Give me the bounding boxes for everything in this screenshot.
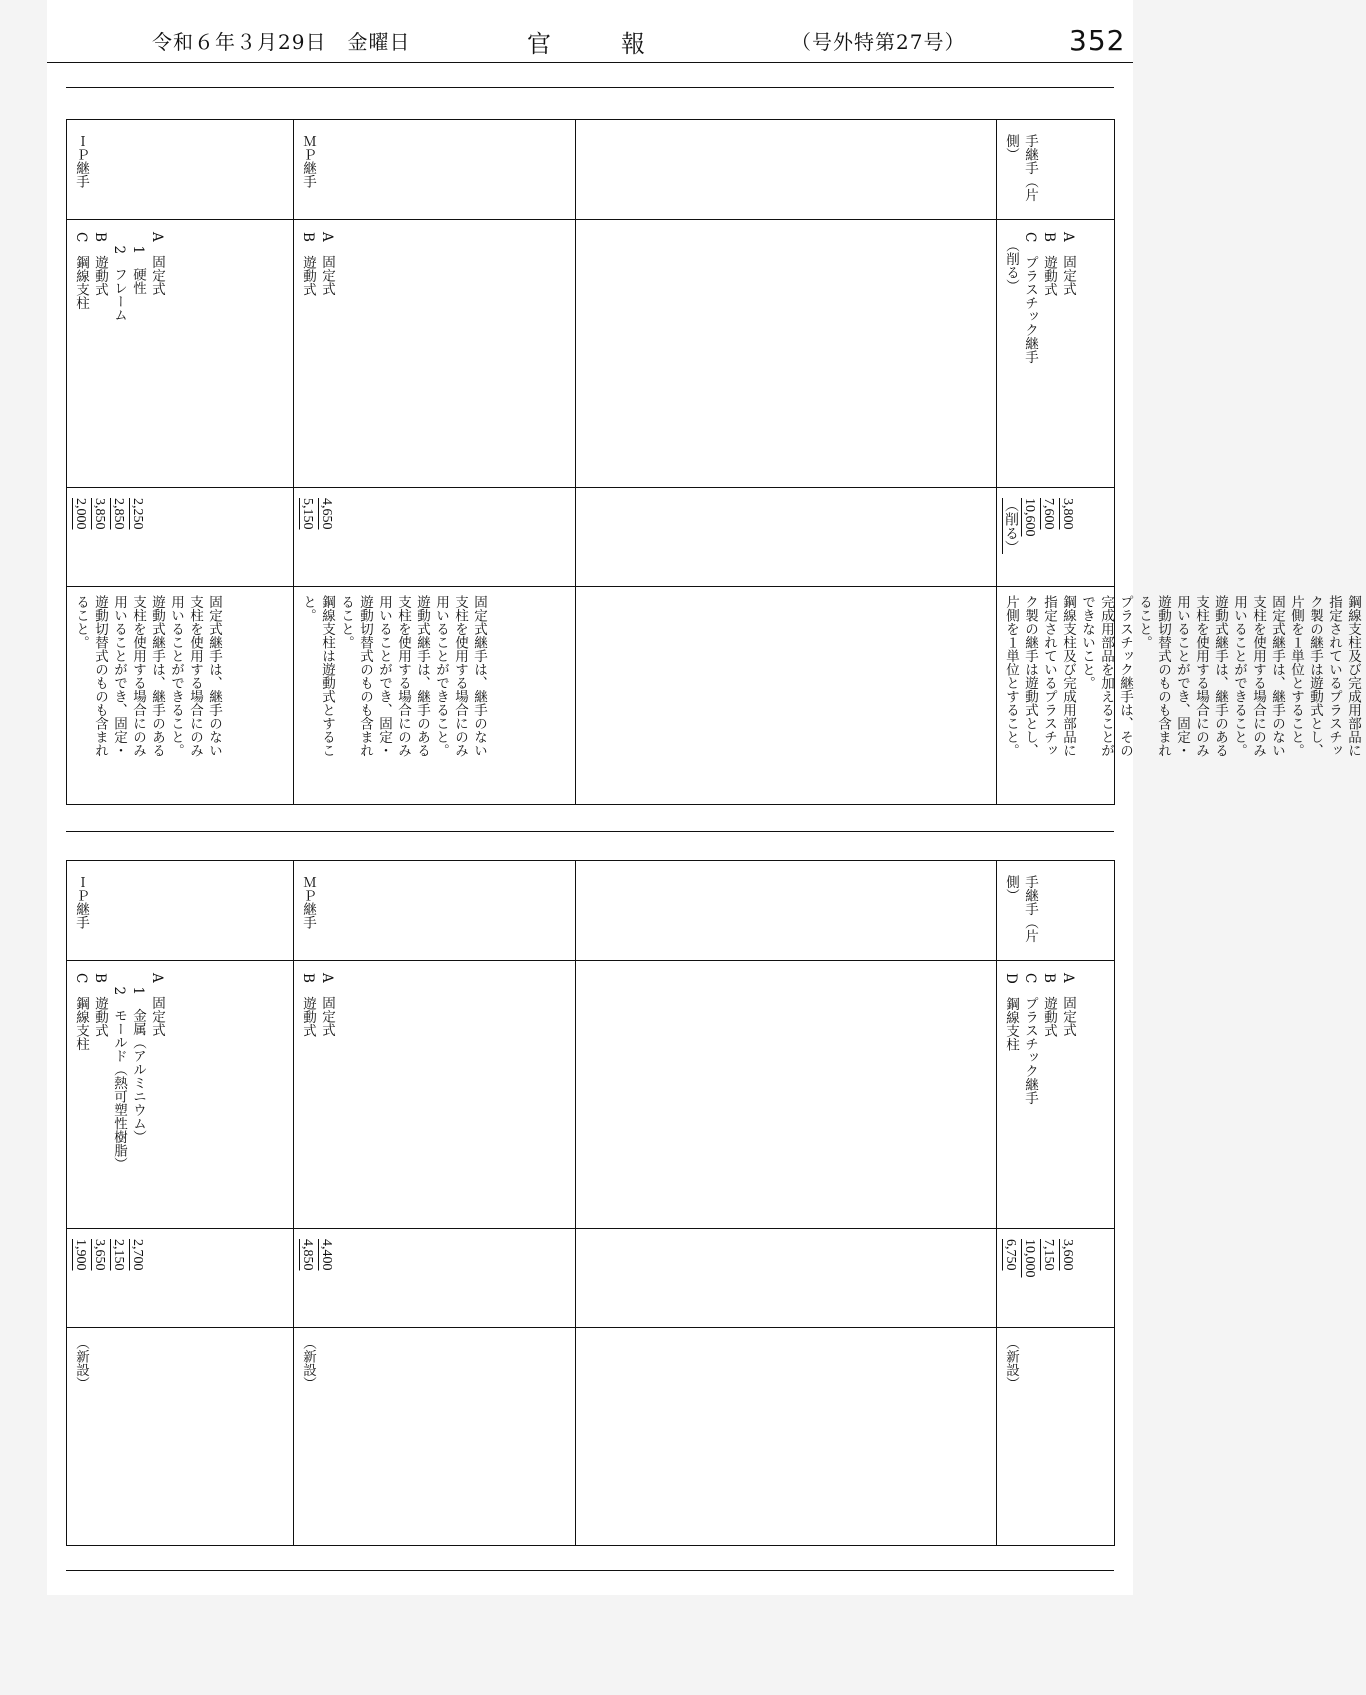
header-issue: （号外特第27号） [791, 30, 966, 54]
upper-row-name: ＩＰ継手 [73, 134, 89, 188]
lower-name-cell-hand [997, 861, 1115, 961]
upper-row-notes: 鋼線支柱及び完成用部品に 指定されているプラスチッ ク製の継手は遊動式とし、 片側を１単位とすること。 固定式継手は、継手のない 支柱を使用する場合にのみ 用いることができること。 遊動式継手は、継手のある 支柱を使用する場合にのみ 用いることができ、固定・ 遊動切替式のものも含まれ ること。 プラスチック継手は、その 完成用部品を加えることが できないこと。 鋼線支柱及び完成用部品に 指定されているプラスチッ ク製の継手は遊動式とし、 片側を１単位とすること。 [1003, 595, 1361, 757]
upper-row-prices: 2,250 2,850 3,850 2,000 [73, 498, 145, 530]
upper-type-cell-empty [576, 220, 997, 488]
upper-row-name: 手継手（片 側） [1003, 134, 1038, 202]
upper-table [66, 119, 1361, 805]
middle-rule [66, 831, 1114, 832]
lower-price-cell-empty [576, 1229, 997, 1328]
lower-row-prices: 3,600 7,150 10,000 6,750 [1003, 1239, 1075, 1278]
lower-type-cell-mp [294, 961, 576, 1229]
gazette-header [47, 0, 1133, 62]
lower-note-cell-mp [294, 1328, 576, 1546]
upper-name-cell-empty [576, 120, 997, 220]
lower-name-cell-empty [576, 861, 997, 961]
lower-row-types: A 固定式 B 遊動式 C プラスチック継手 D 鋼線支柱 [1003, 973, 1076, 1105]
upper-note-cell-hand-cont [576, 587, 997, 805]
lower-row-name: ＭＰ継手 [300, 875, 316, 929]
header-date: 令和６年３月29日 金曜日 [152, 30, 411, 54]
upper-price-cell-empty [576, 488, 997, 587]
upper-type-cell-mp [294, 220, 576, 488]
header-page-number: 352 [1069, 24, 1126, 57]
lower-type-cell-empty [576, 961, 997, 1229]
lower-note-cell-hand [997, 1328, 1115, 1546]
lower-row-prices: 2,700 2,150 3,650 1,900 [73, 1239, 145, 1271]
upper-name-cell-ip [67, 120, 294, 220]
upper-row-prices: 4,650 5,150 [300, 498, 334, 530]
lower-note-cell-empty [576, 1328, 997, 1546]
upper-price-cell-hand [997, 488, 1115, 587]
lower-type-cell-hand [997, 961, 1115, 1229]
upper-row-types: A 固定式 B 遊動式 C プラスチック継手 （削る） [1003, 232, 1076, 364]
upper-price-cell-mp [294, 488, 576, 587]
upper-type-cell-ip [67, 220, 294, 488]
lower-row-notes: （新設） [1003, 1336, 1019, 1390]
lower-row-notes: （新設） [73, 1336, 89, 1390]
lower-row-prices: 4,400 4,850 [300, 1239, 334, 1271]
lower-price-cell-ip [67, 1229, 294, 1328]
lower-type-cell-ip [67, 961, 294, 1229]
lower-note-cell-ip [67, 1328, 294, 1546]
upper-note-cell-ip [67, 587, 294, 805]
upper-name-cell-mp [294, 120, 576, 220]
upper-row-name: ＭＰ継手 [300, 134, 316, 188]
upper-note-cell-hand [997, 587, 1361, 805]
header-rule [47, 62, 1133, 63]
upper-top-rule [66, 87, 1114, 88]
upper-row-notes: 固定式継手は、継手のない 支柱を使用する場合にのみ 用いることができること。 遊動式継手は、継手のある 支柱を使用する場合にのみ 用いることができ、固定・ 遊動切替式のものも含まれ ること。 [73, 595, 222, 757]
upper-note-cell-mp [294, 587, 576, 805]
upper-row-types: A 固定式 1 硬性 2 フレーム B 遊動式 C 鋼線支柱 [73, 232, 165, 322]
upper-row-prices: 3,800 7,600 10,600 （削る） [1003, 498, 1075, 554]
upper-row-types: A 固定式 B 遊動式 [300, 232, 335, 296]
upper-type-cell-hand [997, 220, 1115, 488]
lower-table [66, 860, 1115, 1546]
header-title: 官報 [527, 30, 715, 58]
upper-price-cell-ip [67, 488, 294, 587]
lower-row-types: A 固定式 B 遊動式 [300, 973, 335, 1037]
lower-price-cell-hand [997, 1229, 1115, 1328]
lower-name-cell-mp [294, 861, 576, 961]
upper-row-notes: 固定式継手は、継手のない 支柱を使用する場合にのみ 用いることができること。 遊動式継手は、継手のある 支柱を使用する場合にのみ 用いることができ、固定・ 遊動切替式のものも含まれ ること。 鋼線支柱は遊動式とするこ と。 [300, 595, 487, 757]
lower-name-cell-ip [67, 861, 294, 961]
lower-price-cell-mp [294, 1229, 576, 1328]
lower-row-types: A 固定式 1 金属（アルミニウム） 2 モールド（熱可塑性樹脂） B 遊動式 C 鋼線支柱 [73, 973, 165, 1171]
lower-row-notes: （新設） [300, 1336, 316, 1390]
upper-name-cell-hand [997, 120, 1115, 220]
bottom-rule [66, 1570, 1114, 1571]
lower-row-name: 手継手（片 側） [1003, 875, 1038, 943]
lower-row-name: ＩＰ継手 [73, 875, 89, 929]
